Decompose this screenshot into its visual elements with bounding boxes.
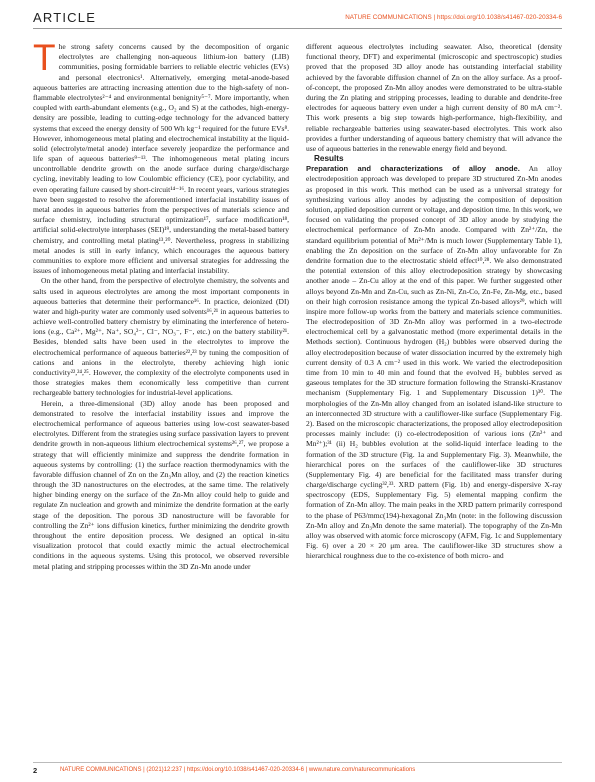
footer-citation-link[interactable]: NATURE COMMUNICATIONS | (2021)12:237 | https://doi.org/10.1038/s41467-020-20334-6 | www.nature.com/naturecommunications xyxy=(60,767,416,773)
footer-divider xyxy=(33,762,562,763)
strategy-paragraph: Herein, a three-dimensional (3D) alloy anode has been proposed and demonstrated to resolve the interfacial instability issues and improve the electrochemical performance of aqueous batteries using low-cost seawater-based electrolytes. Different from the strategies using surface passivation layers to prevent dendrite growth in non-aqueous lithium electrochemical systems²⁶,²⁷, we propose a strategy that will efficiently minimize and suppress the dendrite formation in aqueous systems by controlling: (1) the surface reaction thermodynamics with the favorable diffusion channel of Zn on the Zn₃Mn alloy, and (2) the reaction kinetics through the 3D nanostructures on the electrodes, at the same time. The relatively higher binding energy on the surface of the Zn-Mn alloy could help to guide and regulate Zn nucleation and growth and minimize the dendrite formation at the early stage of the deposition. The porous 3D nanostructure will be favorable for controlling the Zn²⁺ ions diffusion kinetics, further minimizing the dendrite growth throughout the entire deposition process. We designed an optical in-situ visualization protocol that could exactly mimic the actual electrochemical conditions in the aqueous systems. Using this protocol, we observed reversible metal plating and stripping processes within the 3D Zn-Mn anode under xyxy=(33,398,289,571)
results-paragraph xyxy=(306,164,562,561)
results-heading: Results xyxy=(314,154,344,164)
page-number: 2 xyxy=(33,766,38,775)
right-column xyxy=(306,42,562,562)
journal-header-link[interactable]: NATURE COMMUNICATIONS | https://doi.org/10.1038/s41467-020-20334-6 xyxy=(345,14,562,21)
intro-paragraph xyxy=(33,37,289,276)
header-divider xyxy=(33,28,562,29)
results-subheading: Preparation and characterizations of alloy anode. xyxy=(306,164,520,174)
drop-cap: T xyxy=(33,37,56,78)
results-text: An alloy electrodeposition approach was developed to prepare 3D structured Zn-Mn anodes as proposed in this work. This method can be used as a universal strategy for synthesizing various alloy anodes by adjusting the composition of deposition solution, applied deposition current or voltage, and deposition time. In this work, we focused on validating the proposed concept of 3D alloy anode by studying the electrochemical performance of Zn-Mn anode. Compared with Zn²⁺/Zn, the standard equilibrium potential of Mn²⁺/Mn is much lower (Supplementary Table 1), enabling the Zn deposition on the surface of Zn-Mn alloy unfavorable for Zn dendrite formation due to the electrostatic shield effect¹⁰,²⁸. We also demonstrated the potential extension of this alloy electrodeposition strategy by showcasing another anode – Zn-Cu alloy at the end of this paper. We further suggested other alloys beyond Zn-Mn and Zn-Cu, such as Zn-Ni, Zn-Co, Zn-Fe, Zn-Mg, etc., based on their high corrosion resistance among the typical Zn-based alloys²⁹, which will inspire more follow-up works from the battery and materials science communities. The electrodeposition of 3D Zn-Mn alloy was performed in a two-electrode electrochemical cell by a galvanostatic method (more experimental details in the Methods section). Continuous hydrogen (H₂) bubbles were observed during the alloy electrodeposition because of water dissociation incurred by the extremely high current density of 0.3 A cm⁻² used in this work. We varied the electrodeposition time from 10 min to 40 min and found that the evolved H₂ bubbles served as gaseous templates for the 3D structure formation following the Stranski-Krastanov mechanism (Supplementary Fig. 1 and Supplementary Discussion 1)³⁰. The morphologies of the Zn-Mn alloy changed from an isolated island-like structure to an interconnected 3D structure with a cauliflower-like surface (Supplementary Fig. 2). Based on the microscopic characterizations, the proposed alloy electrodeposition processes mainly include: (i) co-electrodeposition of various ions (Zn²⁺ and Mn²⁺);³¹ (ii) H₂ bubbles evolution at the solid-liquid interface leading to the formation of the 3D structure (Fig. 1a and Supplementary Fig. 3). Meanwhile, the hierarchical pores on the surfaces of the cauliflower-like 3D structures (Supplementary Fig. 4) are beneficial for the facilitated mass transfer during charge/discharge cycling³²,³³. XRD pattern (Fig. 1b) and energy-dispersive X-ray spectroscopy (EDS, Supplementary Fig. 5) elemental mapping confirm the formation of Zn-Mn alloy. The main peaks in the XRD pattern primarily correspond to the phase of P63/mmc(194)-hexagonal Zn₃Mn (note: in the following discussion Zn-Mn alloy and Zn₃Mn denote the same material). The topography of the Zn-Mn alloy was observed with atomic force microscopy (AFM, Fig. 1c and Supplementary Fig. 6) over a 20 × 20 μm area. The cauliflower-like 3D structures show a hierarchical roughness due to the co-existence of both micro- and xyxy=(306,164,562,561)
intro-text: he strong safety concerns caused by the decomposition of organic electrolytes are challenging non-aqueous lithium-ion battery (LIB) communities, posing formidable barriers to reliable electric vehicles (EVs) and personal electronics¹. Alternatively, emerging metal-anode-based aqueous batteries are attracting increasing attention due to the high-safety of non-flammable electrolytes²⁻⁴ and environmental benignity⁵⁻⁷. More importantly, when coupled with earth-abundant elements (e.g., O₂ and S) at the cathodes, high-energy-density are possible, leading to cutting-edge technology for the advanced battery systems that exceed the energy density of 500 Wh kg⁻¹ required for the future EVs⁸. However, inhomogeneous metal plating and electrochemical instability at the liquid-solid (electrolyte/metal anode) interface severely jeopardize the performance and life span of aqueous batteries⁹⁻¹³. The inhomogeneous metal plating incurs uncontrollable dendrite growth on the anode surface during charge/discharge cycling, inevitably leading to low Coulombic efficiency (CE), poor cyclability, and even operating failure caused by short-circuit¹⁴⁻¹⁶. In recent years, various strategies have been suggested to resolve the aforementioned interfacial instability issues of metal anodes in aqueous batteries from the perspectives of materials science and surface chemistry, including structural optimization¹⁷, surface modification¹⁸, artificial solid-electrolyte interphases (SEI)¹⁹, understanding the metal-based battery chemistry, and controlling metal plating¹³,²⁰. Nevertheless, progress in stabilizing metal anodes is still in early infancy, which encourages the aqueous battery communities to explore more efficient and universal strategies for addressing the issues of inhomogeneous metal plating and interfacial instability. xyxy=(33,42,289,276)
left-column xyxy=(33,37,289,572)
electrolyte-paragraph: On the other hand, from the perspective of electrolyte chemistry, the solvents and salts used in aqueous electrolytes are among the most important components in aqueous batteries that determine their performance¹⁶. In practice, deionized (DI) water and high-purity water are commonly used solvents¹⁶,²¹ in aqueous batteries to achieve well-controlled battery chemistry by eliminating the interference of hetero-ions (e.g., Ca²⁺, Mg²⁺, Na⁺, SO₄²⁻, Cl⁻, NO₃⁻, F⁻, etc.) on the battery stability²¹. Besides, blended salts have been used in the electrolytes to improve the electrochemical performance of aqueous batteries²²,²³ by tuning the composition of cations and anions in the electrolyte, thereby achieving high ionic conductivity²²,²⁴,²⁵. However, the complexity of the electrolyte components used in those strategies makes them economically less competitive than current rechargeable battery technologies for industrial-level applications. xyxy=(33,276,289,398)
continued-paragraph: different aqueous electrolytes including seawater. Also, theoretical (density functional theory, DFT) and experimental (microscopic and spectroscopic) studies proved that the proposed 3D alloy anode has outstanding interfacial stability achieved by the favorable diffusion channel of Zn on the alloy surface. As a proof-of-concept, the proposed Zn-Mn alloy anodes were demonstrated to be ultra-stable during the Zn plating and stripping processes, leading to durable and dendrite-free electrodes for aqueous battery even under a high current density of 80 mA cm⁻². This work presents a big step towards high-performance, high-flexibility, and reliable rechargeable batteries using seawater-based electrolytes. This work also provides a further understanding of aqueous battery chemistry that will advance the use of aqueous batteries in the renewable energy field and beyond. xyxy=(306,42,562,153)
section-label: ARTICLE xyxy=(33,10,97,25)
